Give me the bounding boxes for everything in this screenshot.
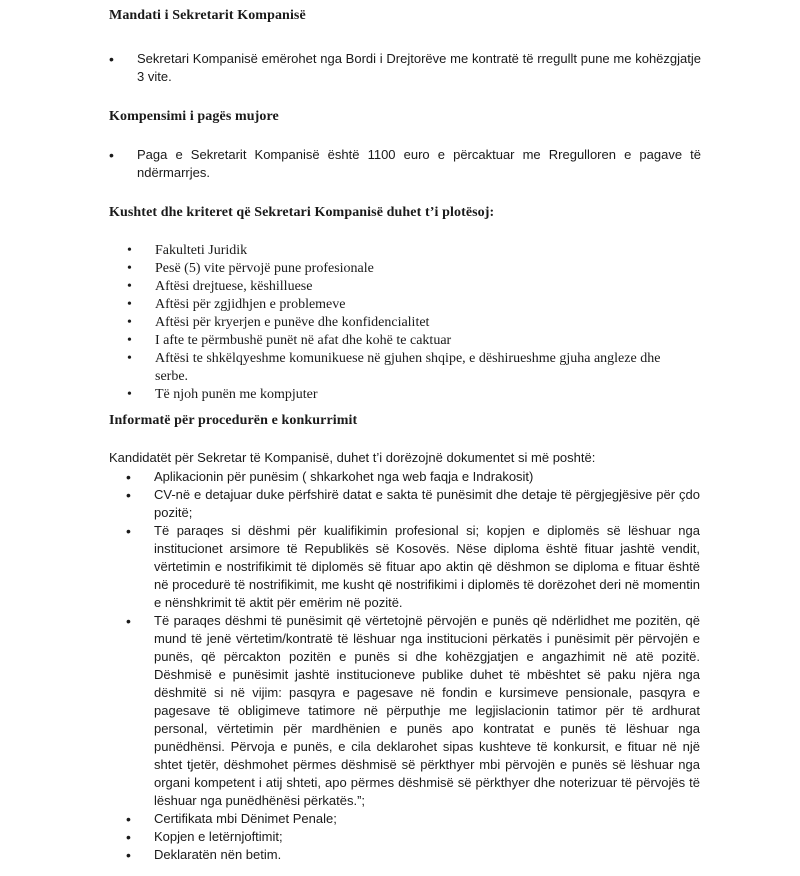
list-item: • Aftësi për zgjidhjen e problemeve xyxy=(127,296,687,314)
list-item: • Aftësi drejtuese, këshilluese xyxy=(127,278,687,296)
list-item: • CV-në e detajuar duke përfshirë datat e sakta të punësimit dhe detaje të përgjegjësive për çdo pozitë; xyxy=(126,486,700,522)
list-item: • Aplikacionin për punësim ( shkarkohet nga web faqja e Indrakosit) xyxy=(126,468,700,486)
list-item: • Aftësi për kryerjen e punëve dhe konfidencialitet xyxy=(127,314,687,332)
list-item: • Pesë (5) vite përvojë pune profesionale xyxy=(127,260,687,278)
list-kushtet xyxy=(127,242,687,404)
list-item: • Paga e Sekretarit Kompanisë është 1100 euro e përcaktuar me Rregulloren e pagave të ndërmarrjes. xyxy=(109,146,701,182)
list-item: • Sekretari Kompanisë emërohet nga Bordi i Drejtorëve me kontratë të rregullt pune me kohëzgjatje 3 vite. xyxy=(109,50,701,86)
list-item: • Të paraqes si dëshmi për kualifikimin profesional si; kopjen e diplomës së lëshuar nga institucionet arsimore të Republikës së Kosovës. Nëse diploma është fituar jashtë vendit, vërtetimin e nostrifikimit të diplomës së fituar apo aktin që dëshmon se diploma e fituar është në procedurë të nostrifikimit, me kusht që nostrifikimi i diplomës të dorëzohet deri në momentin e nënshkrimit të aktit për emërim në pozitë. xyxy=(126,522,700,612)
list-item: • Të paraqes dëshmi të punësimit që vërtetojnë përvojën e punës që ndërlidhet me pozitën, që mund të jenë vërtetim/kontratë të lëshuar nga institucioni përkatës i punësimit për përvojën e punës, që përcakton pozitën e punës si dhe kohëzgjatjen e angazhimit në atë pozitë. Dëshmisë e punësimit jashtë institucioneve publike duhet të mbështet së paku njëra nga dëshmitë si në vijim: pasqyra e pagesave në fondin e kursimeve pensionale, pasqyra e pagesave të obligimeve tatimore në përputhje me legjislacionin tatimor për të ardhurat personal, vërtetimin për mardhënien e punës apo kontratat e punës të lëshuar nga punëdhënsi. Përvoja e punës, e cila deklarohet sipas kushteve të konkursit, e fituar në një shtet tjetër, dëshmohet përmes dëshmisë së përkthyer mbi përvojën e punës së lëshuar nga organi kompetent i atij shteti, apo përmes dëshmisë së përkthyer dhe noterizuar të përvojës të lëshuar nga punëdhënësi përkatës.”; xyxy=(126,612,700,810)
list-mandati xyxy=(109,50,701,86)
section-title-mandati: Mandati i Sekretarit Kompanisë xyxy=(109,8,306,23)
section-title-kushtet: Kushtet dhe kriteret që Sekretari Kompanisë duhet t’i plotësoj: xyxy=(109,205,495,220)
list-item: • Të njoh punën me kompjuter xyxy=(127,386,687,404)
informata-intro: Kandidatët për Sekretar të Kompanisë, duhet t’i dorëzojnë dokumentet si më poshtë: xyxy=(109,450,596,465)
list-item: • Certifikata mbi Dënimet Penale; xyxy=(126,810,700,828)
list-item: • Fakulteti Juridik xyxy=(127,242,687,260)
list-documents xyxy=(126,468,700,864)
list-kompensimi xyxy=(109,146,701,182)
list-item: • I afte te përmbushë punët në afat dhe kohë te caktuar xyxy=(127,332,687,350)
list-item: • Deklaratën nën betim. xyxy=(126,846,700,864)
section-title-kompensimi: Kompensimi i pagës mujore xyxy=(109,109,279,124)
list-item: • Aftësi te shkëlqyeshme komunikuese në gjuhen shqipe, e dëshirueshme gjuha angleze dhe serbe. xyxy=(127,350,687,386)
list-item: • Kopjen e letërnjoftimit; xyxy=(126,828,700,846)
section-title-informata: Informatë për procedurën e konkurrimit xyxy=(109,413,358,428)
